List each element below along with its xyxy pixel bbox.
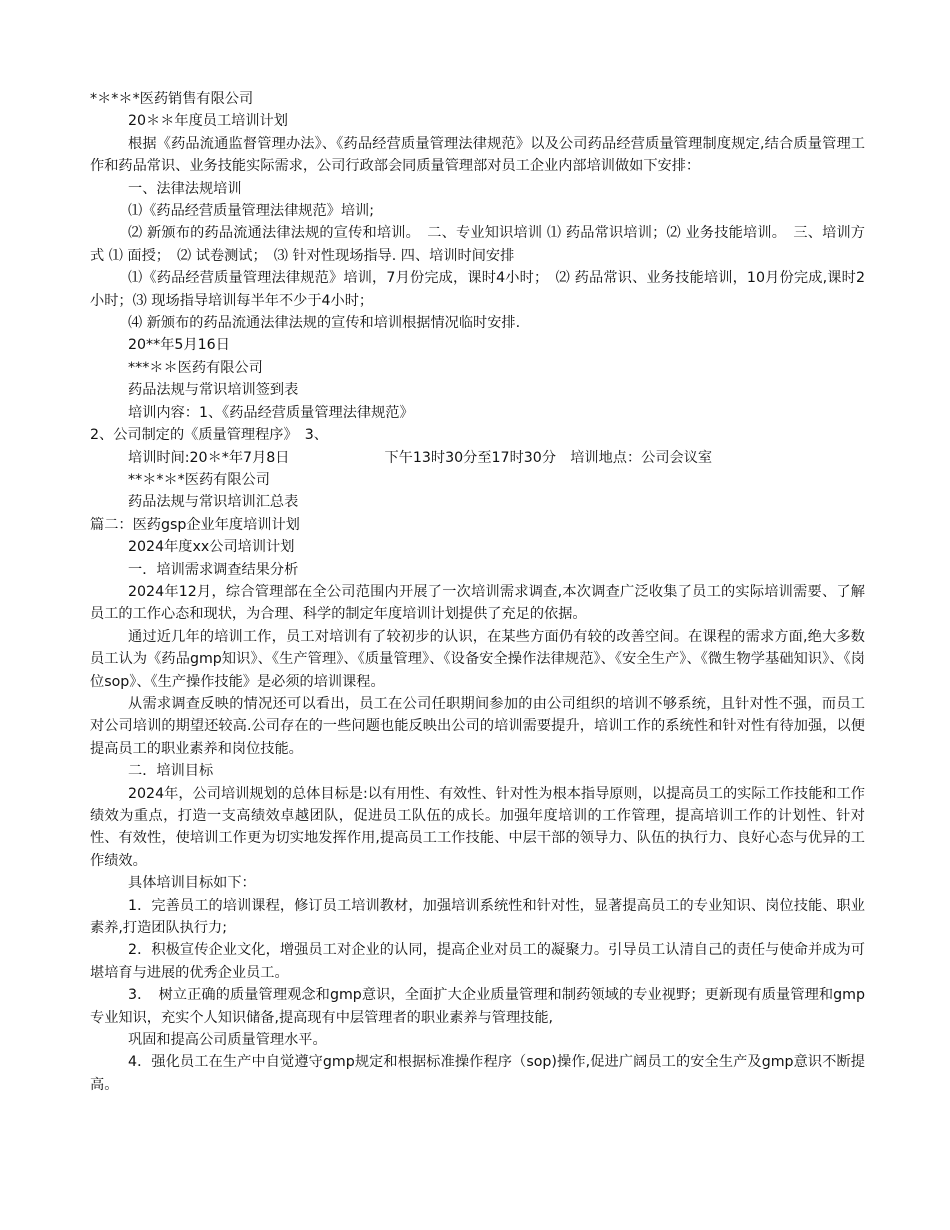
annual-plan-title: 2024年度xx公司培训计划 [128, 539, 295, 556]
goal-item-3: 3． 树立正确的质量管理观念和gmp意识，全面扩大企业质量管理和制药领域的专业视野；更新现有质量管理和gmp专业知识，充实个人知识储备,提高现有中层管理者的职业素养与管理技能, [90, 987, 865, 1026]
goal-item-1: 1．完善员工的培训课程，修订员工培训教材，加强培训系统性和针对性，显著提高员工的专业知识、岗位技能、职业素养,打造团队执行力; [90, 897, 865, 937]
section-heading-goals: 二．培训目标 [128, 763, 214, 780]
training-time: 培训时间:20＊*年7月8日 [128, 449, 290, 466]
company-line: ***＊＊医药有限公司 [128, 359, 263, 376]
list-item: ⑷ 新颁布的药品流通法律法规的宣传和培训根据情况临时安排. [128, 315, 521, 332]
specific-goals-heading: 具体培训目标如下： [128, 875, 256, 892]
training-location: 下午13时30分至17时30分 培训地点：公司会议室 [384, 449, 713, 466]
survey-paragraph-3: 从需求调查反映的情况还可以看出，员工在公司任职期间参加的由公司组织的培训不够系统，且针对性不强，而员工对公司培训的期望还较高.公司存在的一些问题也能反映出公司的培训需要提升，培训工作的系统性和针对性有待加强，以便提高员工的职业素养和岗位技能。 [90, 695, 865, 757]
part-two-title: 篇二：医药gsp企业年度培训计划 [90, 516, 300, 533]
summary-sheet-title: 药品法规与常识培训汇总表 [128, 494, 299, 511]
training-items-paragraph: ⑵ 新颁布的药品流通法律法规的宣传和培训。 二、专业知识培训 ⑴ 药品常识培训；⑵ 业务技能培训。 三、培训方式 ⑴ 面授； ⑵ 试卷测试； ⑶ 针对性现场指导. 四、培训时间安排 [90, 225, 865, 264]
training-time-row [90, 447, 865, 469]
company-line: **＊*＊*医药有限公司 [128, 471, 270, 488]
section-heading-survey: 一．培训需求调查结果分析 [128, 561, 299, 578]
goal-item-3-cont: 巩固和提高公司质量管理水平。 [128, 1032, 327, 1049]
goals-paragraph: 2024年，公司培训规划的总体目标是:以有用性、有效性、针对性为根本指导原则，以提高员工的实际工作技能和工作绩效为重点，打造一支高绩效卓越团队，促进员工队伍的成长。加强年度培训的工作管理，提高培训工作的计划性、针对性、有效性，使培训工作更为切实地发挥作用,提高员工工作技能、中层干部的领导力、队伍的执行力、良好心态与优异的工作绩效。 [90, 785, 865, 869]
training-content-line: 培训内容：1、《药品经营质量管理法律规范》 [128, 404, 414, 421]
goal-item-4: 4．强化员工在生产中自觉遵守gmp规定和根据标准操作程序（sop)操作,促进广阔员工的安全生产及gmp意识不断提高。 [90, 1054, 865, 1093]
section-heading-law: 一、法律法规培训 [128, 180, 242, 197]
signin-sheet-title: 药品法规与常识培训签到表 [128, 382, 299, 399]
plan-title: 20＊＊年度员工培训计划 [128, 113, 288, 130]
schedule-paragraph: ⑴《药品经营质量管理法律规范》培训，7月份完成，课时4小时； ⑵ 药品常识、业务技能培训，10月份完成,课时2小时；⑶ 现场指导培训每半年不少于4小时； [90, 270, 865, 309]
list-item: ⑴《药品经营质量管理法律规范》培训; [128, 203, 374, 220]
survey-paragraph-2: 通过近几年的培训工作，员工对培训有了较初步的认识，在某些方面仍有较的改善空间。在课程的需求方面,绝大多数员工认为《药品gmp知识》、《生产管理》、《质量管理》、《设备安全操作法律规范》、《安全生产》、《微生物学基础知识》、《岗位sop》、《生产操作技能》是必须的培训课程。 [90, 628, 865, 690]
survey-paragraph-1: 2024年12月，综合管理部在全公司范围内开展了一次培训需求调查,本次调查广泛收集了员工的实际培训需要、了解员工的工作心态和现状，为合理、科学的制定年度培训计划提供了充足的依据。 [90, 583, 865, 623]
goal-item-2: 2．积极宣传企业文化，增强员工对企业的认同，提高企业对员工的凝聚力。引导员工认清自己的责任与使命并成为可堪培育与进展的优秀企业员工。 [90, 942, 865, 981]
intro-paragraph: 根据《药品流通监督管理办法》、《药品经营质量管理法律规范》以及公司药品经营质量管理制度规定,结合质量管理工作和药品常识、业务技能实际需求，公司行政部会同质量管理部对员工企业内部培训做如下安排： [90, 135, 865, 175]
company-name: *＊*＊*医药销售有限公司 [90, 91, 254, 107]
date-line: 20**年5月16日 [128, 337, 230, 354]
training-content-line-2: 2、公司制定的《质量管理程序》 3、 [90, 427, 328, 444]
document-page [90, 88, 865, 1096]
